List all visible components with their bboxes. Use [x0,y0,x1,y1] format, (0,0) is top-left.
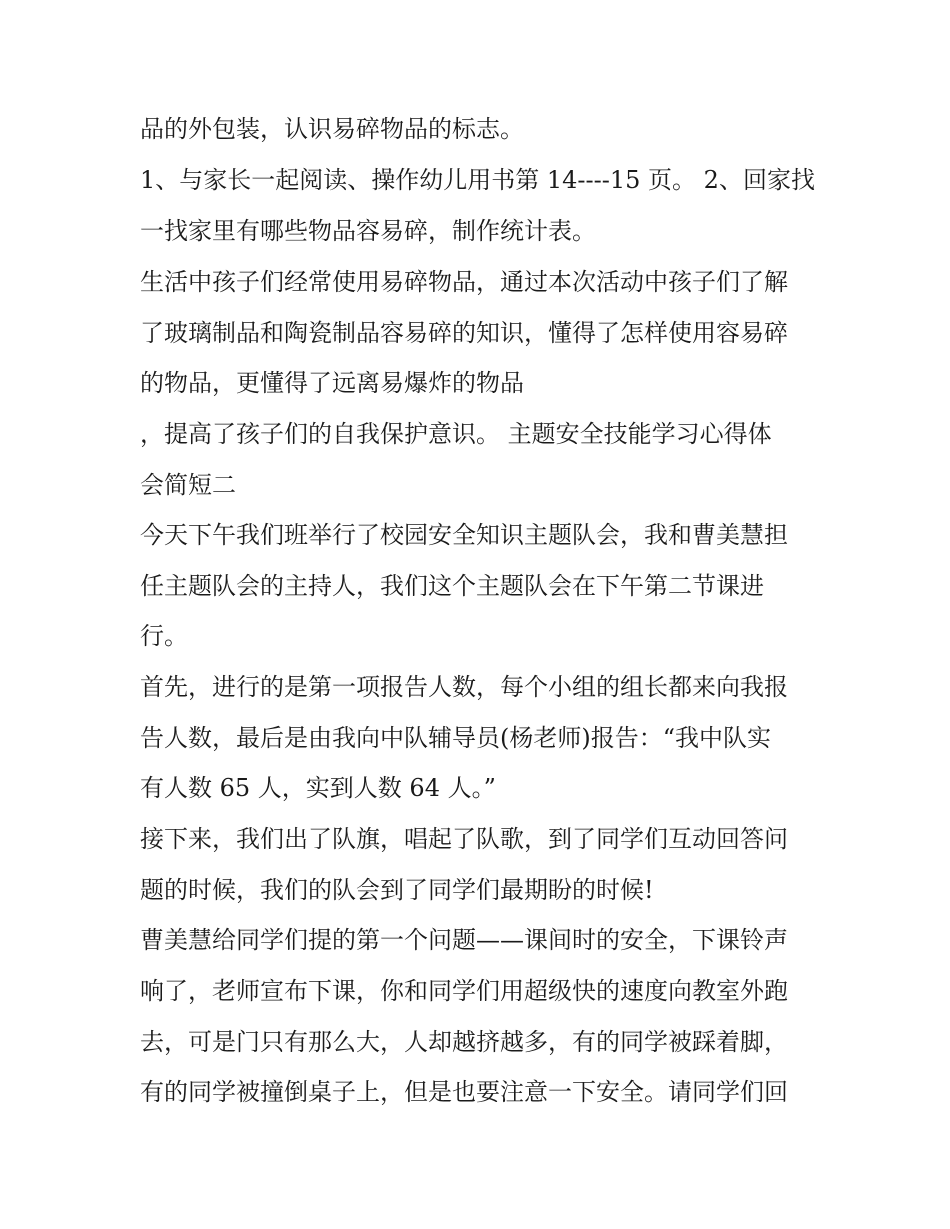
text-line: 去，可是门只有那么大，人却越挤越多，有的同学被踩着脚， [140,1028,788,1056]
text-line: 一找家里有哪些物品容易碎，制作统计表。 [140,217,596,245]
text-line: 接下来，我们出了队旗，唱起了队歌，到了同学们互动回答问 [140,825,788,853]
text-line: 1、与家长一起阅读、操作幼儿用书第 14----15 页。 2、回家找 [140,166,815,194]
text-line: 有人数 65 人，实到人数 64 人。” [140,774,496,802]
text-line: 生活中孩子们经常使用易碎物品，通过本次活动中孩子们了解 [140,268,788,296]
text-line: 告人数，最后是由我向中队辅导员(杨老师)报告：“我中队实 [140,724,771,752]
text-line: 曹美慧给同学们提的第一个问题——课间时的安全，下课铃声 [140,926,788,954]
text-line: 首先，进行的是第一项报告人数，每个小组的组长都来向我报 [140,673,788,701]
text-line: 题的时候，我们的队会到了同学们最期盼的时候! [140,876,654,904]
text-line: 任主题队会的主持人，我们这个主题队会在下午第二节课进 [140,572,764,600]
text-line: 会简短二 [140,471,236,499]
text-line: 了玻璃制品和陶瓷制品容易碎的知识，懂得了怎样使用容易碎 [140,319,788,347]
text-line: 有的同学被撞倒桌子上，但是也要注意一下安全。请同学们回 [140,1078,788,1106]
text-line: 今天下午我们班举行了校园安全知识主题队会，我和曹美慧担 [140,521,788,549]
text-line: 行。 [140,622,188,650]
text-line: 响了，老师宣布下课，你和同学们用超级快的速度向教室外跑 [140,977,788,1005]
text-line: ，提高了孩子们的自我保护意识。 主题安全技能学习心得体 [140,420,772,448]
text-line: 的物品，更懂得了远离易爆炸的物品 [140,369,524,397]
text-line: 品的外包装，认识易碎物品的标志。 [140,115,524,143]
